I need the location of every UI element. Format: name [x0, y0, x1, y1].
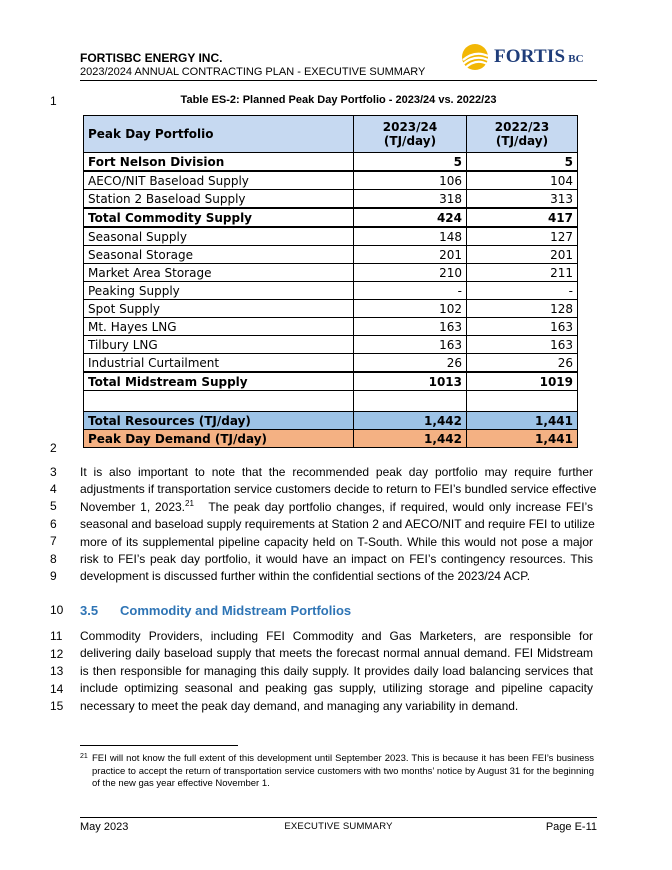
row-label: AECO/NIT Baseload Supply [84, 171, 354, 190]
row-label: Tilbury LNG [84, 336, 354, 354]
table-row [84, 336, 578, 354]
line-number: 11 [50, 629, 63, 643]
line-number: 2 [50, 441, 57, 455]
value-2023-24: 318 [354, 190, 467, 209]
line-number: 15 [50, 699, 64, 713]
header-divider [80, 80, 597, 81]
line-number: 1 [50, 94, 57, 108]
line-number: 13 [50, 664, 64, 678]
value-2023-24: 148 [354, 227, 467, 246]
value-2022-23: 26 [467, 354, 578, 373]
footer-page-number: Page E-11 [545, 821, 597, 833]
peak-day-portfolio-table [83, 115, 578, 448]
row-label: Station 2 Baseload Supply [84, 190, 354, 209]
row-label: Industrial Curtailment [84, 354, 354, 373]
value-2023-24: 210 [354, 264, 467, 282]
line-number: 9 [50, 569, 57, 583]
table-spacer-row [84, 391, 578, 412]
line-number: 5 [50, 499, 57, 513]
row-label: Spot Supply [84, 300, 354, 318]
table-row [84, 354, 578, 373]
value-2022-23: 163 [467, 336, 578, 354]
footnote-reference: 21 [185, 498, 194, 508]
value-2022-23: 1,441 [467, 412, 578, 430]
value-2022-23: 163 [467, 318, 578, 336]
table-row [84, 227, 578, 246]
row-label: Fort Nelson Division [84, 153, 354, 172]
value-2023-24: 163 [354, 318, 467, 336]
column-header: 2022/23 (TJ/day) [467, 116, 578, 153]
header-company: FORTISBC ENERGY INC. [80, 51, 223, 65]
row-label: Seasonal Storage [84, 246, 354, 264]
table-row [84, 246, 578, 264]
line-number: 12 [50, 647, 64, 661]
line-number: 3 [50, 465, 57, 479]
line-number: 8 [50, 552, 57, 566]
value-2023-24: 5 [354, 153, 467, 172]
total-resources-row [84, 412, 578, 430]
value-2023-24: 106 [354, 171, 467, 190]
footnote-divider [80, 745, 238, 746]
value-2022-23: 127 [467, 227, 578, 246]
table-total-row [84, 208, 578, 227]
logo-wordmark: FORTIS [494, 46, 566, 67]
row-label: Total Commodity Supply [84, 208, 354, 227]
logo-wordmark-suffix: BC [568, 52, 584, 65]
paragraph-portfolios [80, 628, 593, 715]
header-document-title: 2023/2024 ANNUAL CONTRACTING PLAN - EXECUTIVE SUMMARY [80, 66, 426, 78]
sun-logo-icon [460, 42, 490, 72]
paragraph-peak-day-note [80, 464, 597, 586]
value-2023-24: 1,442 [354, 430, 467, 448]
value-2023-24: - [354, 282, 467, 300]
value-2023-24: 26 [354, 354, 467, 373]
value-2022-23: 104 [467, 171, 578, 190]
column-header: 2023/24 (TJ/day) [354, 116, 467, 153]
table-row [84, 190, 578, 209]
line-number: 6 [50, 517, 57, 531]
section-heading [80, 603, 351, 618]
value-2022-23: 1019 [467, 372, 578, 391]
section-title: Commodity and Midstream Portfolios [120, 603, 352, 618]
footer-divider [80, 817, 597, 818]
table-total-row [84, 372, 578, 391]
text-line: include optimizing seasonal and peaking gas supply, utilizing storage and pipeline capacity [80, 681, 593, 696]
footer-date: May 2023 [80, 821, 129, 833]
value-2022-23: 211 [467, 264, 578, 282]
value-2023-24: 424 [354, 208, 467, 227]
row-label: Mt. Hayes LNG [84, 318, 354, 336]
text-line: delivering daily baseload supply that meets the forecast normal annual demand. FEI Midstream [80, 646, 593, 661]
column-header: Peak Day Portfolio [84, 116, 354, 153]
line-number: 4 [50, 482, 57, 496]
value-2022-23: 417 [467, 208, 578, 227]
value-2022-23: 1,441 [467, 430, 578, 448]
value-2022-23: 201 [467, 246, 578, 264]
peak-day-demand-row [84, 430, 578, 448]
text-line: development is discussed further within the confidential sections of the 2023/24 ACP. [80, 569, 531, 584]
text-line: more of its supplemental pipeline capacity held on T-South. While this would not pose a major [80, 534, 593, 549]
table-row [84, 153, 578, 172]
footer-section: EXECUTIVE SUMMARY [284, 821, 393, 832]
text-line: adjustments if transportation service customers decide to return to FEI’s bundled service effective [80, 482, 597, 497]
row-label: Peak Day Demand (TJ/day) [84, 430, 354, 448]
text-line: necessary to meet the peak day demand, and managing any variability in demand. [80, 698, 519, 713]
line-number: 7 [50, 534, 57, 548]
value-2022-23: - [467, 282, 578, 300]
footnote-text: FEI will not know the full extent of this development until September 2023. This is because it has been FEI’s business practice to accept the return of transportation service customers with two months’ notice by August 31 for the beginning of the new gas year effective November 1. [92, 753, 594, 789]
table-row [84, 282, 578, 300]
value-2023-24: 1013 [354, 372, 467, 391]
value-2023-24: 102 [354, 300, 467, 318]
value-2023-24: 201 [354, 246, 467, 264]
row-label: Market Area Storage [84, 264, 354, 282]
fortisbc-logo [460, 42, 584, 72]
footnote [80, 753, 594, 791]
table-row [84, 300, 578, 318]
table-row [84, 318, 578, 336]
text-line: risk to FEI’s peak day portfolio, it would have an impact on FEI’s contingency resources. This [80, 551, 593, 566]
table-row [84, 171, 578, 190]
row-label: Seasonal Supply [84, 227, 354, 246]
text-line: Commodity Providers, including FEI Commodity and Gas Marketers, are responsible for [80, 629, 593, 643]
value-2023-24: 1,442 [354, 412, 467, 430]
row-label: Total Midstream Supply [84, 372, 354, 391]
text-line: is then responsible for managing this daily supply. It provides daily load balancing services that [80, 663, 593, 678]
value-2022-23: 128 [467, 300, 578, 318]
text-line [80, 499, 593, 516]
value-2023-24: 163 [354, 336, 467, 354]
table-caption: Table ES-2: Planned Peak Day Portfolio - 2023/24 vs. 2022/23 [180, 94, 497, 106]
footnote-marker: 21 [80, 753, 88, 760]
section-number: 3.5 [80, 603, 99, 618]
text-fragment: November 1, 2023. [80, 499, 185, 514]
value-2022-23: 5 [467, 153, 578, 172]
text-line: It is also important to note that the recommended peak day portfolio may require further [80, 465, 593, 479]
line-number: 14 [50, 682, 64, 696]
row-label: Peaking Supply [84, 282, 354, 300]
value-2022-23: 313 [467, 190, 578, 209]
row-label: Total Resources (TJ/day) [84, 412, 354, 430]
line-number: 10 [50, 603, 64, 617]
table-row [84, 264, 578, 282]
text-fragment: The peak day portfolio changes, if required, would only increase FEI’s [208, 499, 593, 514]
text-line: seasonal and baseload supply requirements at Station 2 and AECO/NIT and require FEI to utilize [80, 517, 595, 532]
table-header-row [84, 116, 578, 153]
